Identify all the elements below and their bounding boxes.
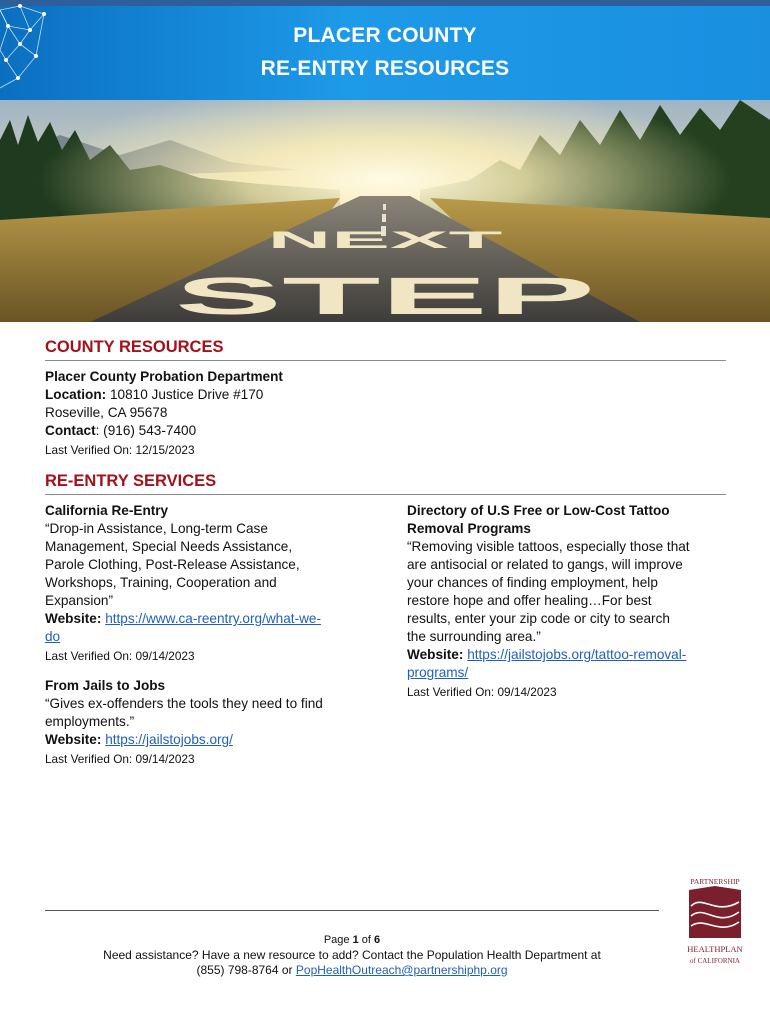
network-graphic-icon — [0, 0, 60, 100]
website-line — [45, 731, 375, 749]
location-label: Location: — [45, 387, 107, 402]
service-name: Directory of U.S Free or Low-Cost Tattoo — [407, 503, 670, 518]
location-line — [45, 386, 725, 404]
page-number — [0, 934, 704, 946]
assist-phone: (855) 798-8764 or — [196, 963, 293, 977]
header-top-bar — [0, 0, 770, 6]
verified-date: Last Verified On: 09/14/2023 — [45, 649, 195, 663]
logo-text-mid: HEALTHPLAN — [687, 944, 743, 954]
service-desc-line: Workshops, Training, Cooperation and — [45, 575, 277, 590]
page-title-line2: RE-ENTRY RESOURCES — [260, 57, 510, 80]
website-link[interactable]: https://jailstojobs.org/ — [105, 732, 233, 747]
service-desc-line: “Drop-in Assistance, Long-term Case — [45, 521, 268, 536]
service-desc-line: are antisocial or related to gangs, will improve — [407, 557, 683, 572]
location-city: Roseville, CA 95678 — [45, 405, 168, 420]
contact-line — [45, 422, 725, 440]
website-line — [407, 646, 737, 664]
verified-date: Last Verified On: 09/14/2023 — [407, 685, 557, 699]
contact-sep: : — [95, 423, 100, 438]
footer-divider — [45, 910, 659, 911]
service-desc-line: the surrounding area.” — [407, 629, 541, 644]
reentry-services-heading: RE-ENTRY SERVICES — [45, 472, 726, 495]
service-desc-line: “Removing visible tattoos, especially those that — [407, 539, 690, 554]
website-line-2 — [407, 664, 737, 682]
page-label: Page — [323, 934, 350, 946]
page-of: of — [361, 934, 371, 946]
service-desc-line: “Gives ex-offenders the tools they need to find — [45, 696, 323, 711]
website-label: Website: — [45, 611, 102, 626]
website-link[interactable]: https://www.ca-reentry.org/what-we- — [105, 611, 321, 626]
logo-text-top: PARTNERSHIP — [690, 877, 740, 886]
hero-road-image — [0, 100, 770, 322]
website-link[interactable]: https://jailstojobs.org/tattoo-removal- — [467, 647, 687, 662]
road-picture — [0, 100, 770, 322]
assistance-note — [0, 948, 704, 978]
probation-department-entry — [45, 368, 725, 458]
page-total: 6 — [374, 934, 381, 946]
page-header — [0, 0, 770, 100]
county-resources-heading: COUNTY RESOURCES — [45, 338, 726, 361]
logo-text-bottom: of CALIFORNIA — [690, 957, 740, 965]
location-address: 10810 Justice Drive #170 — [109, 387, 264, 402]
contact-phone: (916) 543-7400 — [103, 423, 197, 438]
service-desc-line: Parole Clothing, Post-Release Assistance, — [45, 557, 300, 572]
service-name: From Jails to Jobs — [45, 678, 166, 693]
service-name: California Re-Entry — [45, 503, 169, 518]
partnership-healthplan-logo — [685, 876, 745, 972]
website-link-cont[interactable]: programs/ — [407, 665, 469, 680]
tattoo-removal-entry — [407, 502, 737, 700]
verified-date: Last Verified On: 09/14/2023 — [45, 752, 195, 766]
assist-line1: Need assistance? Have a new resource to add? Contact the Population Health Department at — [103, 948, 601, 962]
assist-email-link[interactable]: PopHealthOutreach@partnershiphp.org — [295, 963, 508, 977]
california-reentry-entry — [45, 502, 375, 664]
service-desc-line: employments.” — [45, 714, 135, 729]
service-desc-line: restore hope and offer healing…For best — [407, 593, 652, 608]
jails-to-jobs-entry — [45, 677, 375, 767]
website-link-cont[interactable]: do — [45, 629, 61, 644]
service-desc-line: Management, Special Needs Assistance, — [45, 539, 293, 554]
website-line — [45, 610, 375, 628]
service-desc-line: Expansion” — [45, 593, 114, 608]
page-current: 1 — [352, 934, 359, 946]
assist-line2 — [0, 963, 704, 978]
service-desc-line: your chances of finding employment, help — [407, 575, 658, 590]
service-name-cont: Removal Programs — [407, 521, 531, 536]
page-title-line1: PLACER COUNTY — [293, 24, 477, 47]
org-name: Placer County Probation Department — [45, 369, 283, 384]
contact-label: Contact — [45, 423, 96, 438]
website-line-2 — [45, 628, 375, 646]
website-label: Website: — [45, 732, 102, 747]
verified-date: Last Verified On: 12/15/2023 — [45, 443, 195, 457]
website-label: Website: — [407, 647, 464, 662]
road-text-next: NEXT — [267, 226, 503, 254]
road-text-step: STEP — [174, 267, 596, 322]
service-desc-line: results, enter your zip code or city to search — [407, 611, 670, 626]
